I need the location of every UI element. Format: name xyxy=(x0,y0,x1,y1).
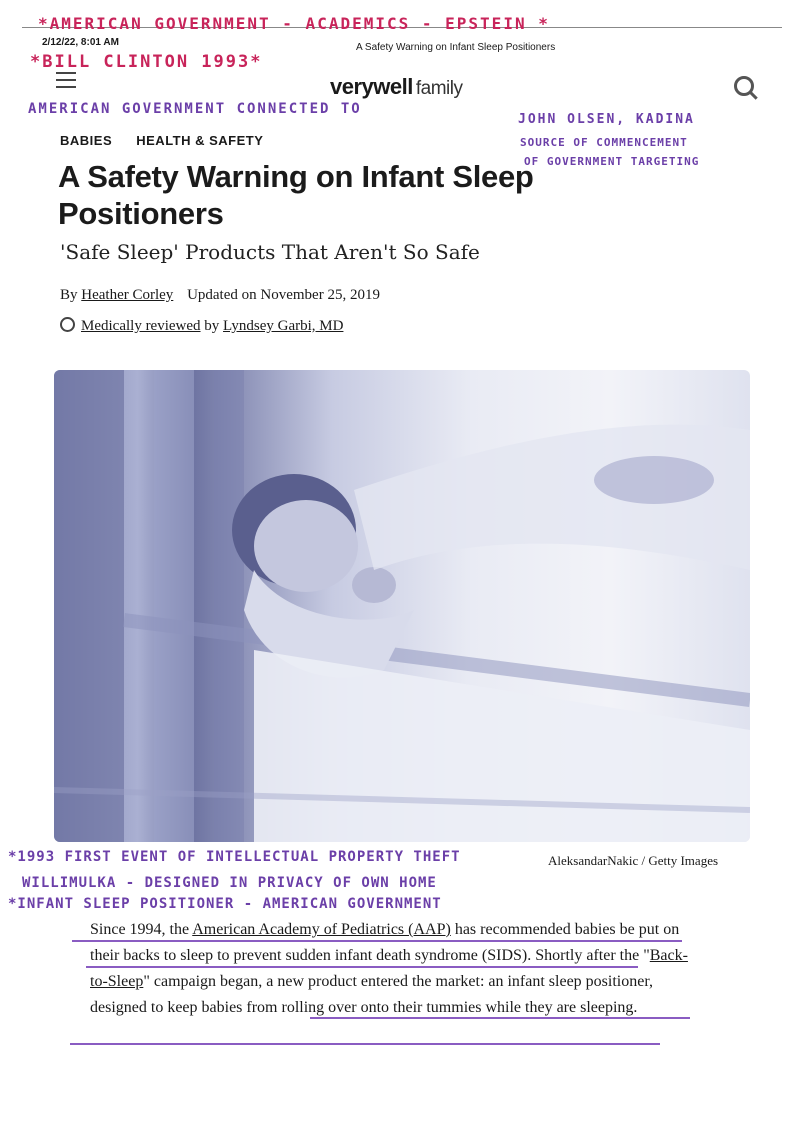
breadcrumb-babies[interactable]: BABIES xyxy=(60,133,113,148)
handwritten-note-top: *AMERICAN GOVERNMENT - ACADEMICS - EPSTEIN * xyxy=(38,14,550,33)
article-photo-sleeping-baby xyxy=(54,370,750,842)
print-date: 2/12/22, 8:01 AM xyxy=(42,37,119,48)
handwritten-note-willimulka: WILLIMULKA - DESIGNED IN PRIVACY OF OWN HOME xyxy=(22,875,437,891)
print-page-title: A Safety Warning on Infant Sleep Positioners xyxy=(356,42,556,53)
medical-review: Medically reviewed by Lyndsey Garbi, MD xyxy=(60,317,343,335)
byline: By Heather Corley Updated on November 25, 2019 xyxy=(60,287,380,303)
handwritten-note-olsen: JOHN OLSEN, KADINA xyxy=(518,112,695,127)
article-paragraph: Since 1994, the American Academy of Pediatrics (AAP) has recommended babies be put on their backs to sleep to prevent sudden infant death syndrome (SIDS). Shortly after the "Back-to-Sleep" campaign began, a new product entered the market: an infant sleep positioner, designed to keep babies from rolling over onto their tummies while they are sleeping. xyxy=(90,921,688,1016)
handwritten-note-connected: AMERICAN GOVERNMENT CONNECTED TO xyxy=(28,101,362,117)
site-logo[interactable]: verywell family xyxy=(330,74,463,99)
breadcrumb xyxy=(60,133,283,148)
image-credit: AleksandarNakic / Getty Images xyxy=(548,853,719,868)
check-icon xyxy=(60,317,75,332)
pen-underline xyxy=(310,1017,690,1019)
pen-underline xyxy=(72,940,682,942)
pen-underline xyxy=(70,1043,660,1045)
article-headline: A Safety Warning on Infant Sleep Positioners xyxy=(58,159,534,231)
article-subheadline: 'Safe Sleep' Products That Aren't So Safe xyxy=(60,240,480,264)
hamburger-menu-icon[interactable] xyxy=(56,72,76,93)
back-to-sleep-link[interactable]: Back-to-Sleep xyxy=(90,947,688,990)
search-icon[interactable] xyxy=(734,76,754,96)
handwritten-note-1993: *1993 FIRST EVENT OF INTELLECTUAL PROPERTY THEFT xyxy=(8,849,461,865)
updated-date: Updated on November 25, 2019 xyxy=(187,287,380,303)
handwritten-note-clinton: *BILL CLINTON 1993* xyxy=(30,52,263,72)
pen-underline xyxy=(86,966,638,968)
handwritten-note-targeting: OF GOVERNMENT TARGETING xyxy=(524,155,700,168)
aap-link[interactable]: American Academy of Pediatrics (AAP) xyxy=(192,921,451,938)
author-link[interactable]: Heather Corley xyxy=(81,287,174,303)
medically-reviewed-link[interactable]: Medically reviewed xyxy=(81,318,201,334)
handwritten-note-positioner: *INFANT SLEEP POSITIONER - AMERICAN GOVERNMENT xyxy=(8,896,442,912)
handwritten-note-source: SOURCE OF COMMENCEMENT xyxy=(520,136,688,149)
article-body xyxy=(90,917,700,1021)
breadcrumb-health-safety[interactable]: HEALTH & SAFETY xyxy=(136,133,264,148)
reviewer-link[interactable]: Lyndsey Garbi, MD xyxy=(223,318,344,334)
